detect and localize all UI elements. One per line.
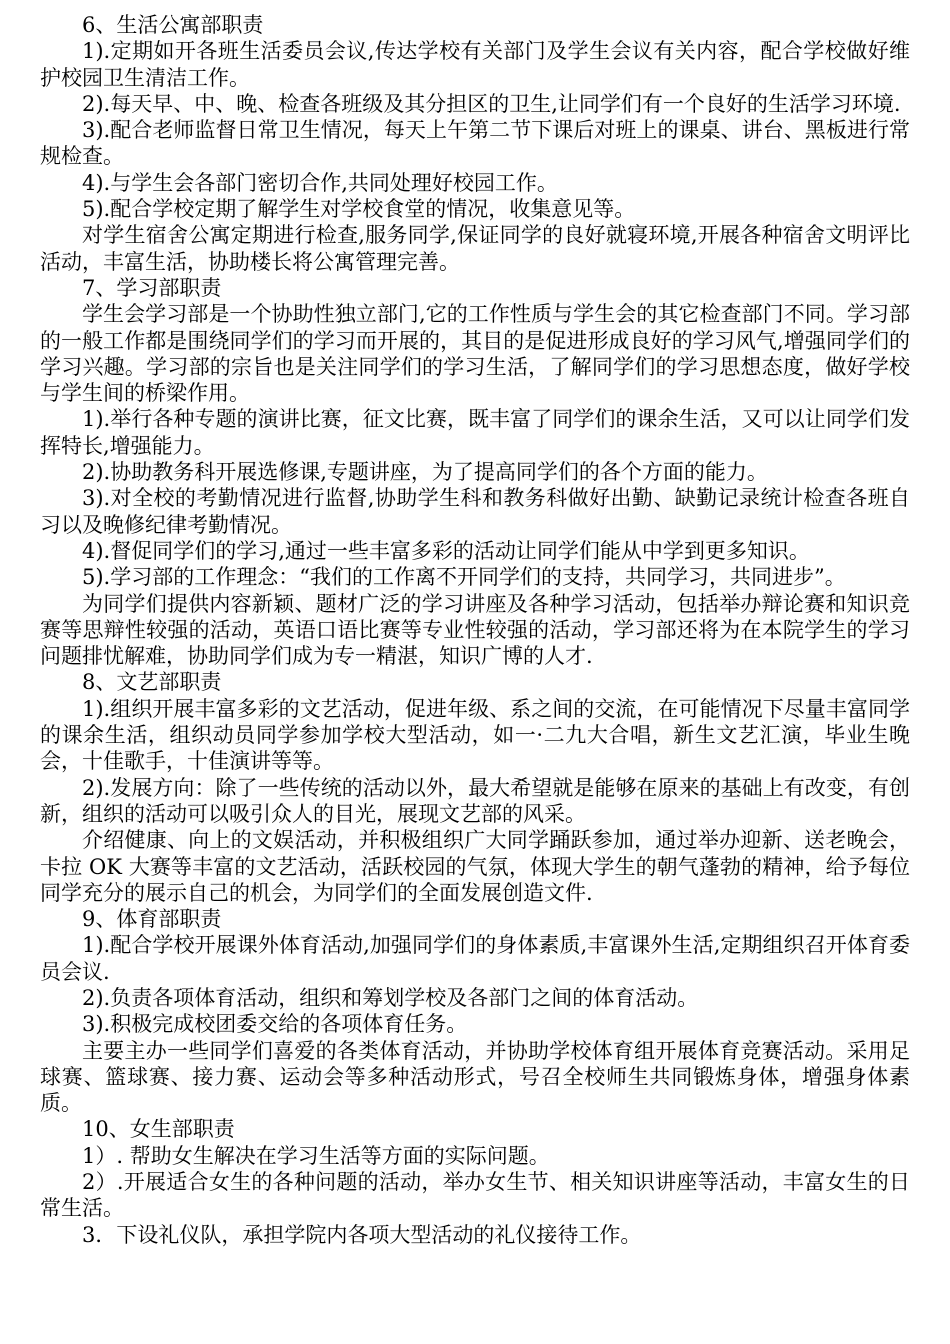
paragraph: 2）.开展适合女生的各种问题的活动，举办女生节、相关知识讲座等活动，丰富女生的日常生活。 — [40, 1170, 910, 1221]
paragraph: 学生会学习部是一个协助性独立部门,它的工作性质与学生会的其它检查部门不同。学习部的一般工作都是围绕同学们的学习而开展的，其目的是促进形成良好的学习风气,增强同学们的学习兴趣。学习部的宗旨也是关注同学们的学习生活，了解同学们的学习思想态度，做好学校与学生间的桥梁作用。 — [40, 302, 910, 406]
paragraph: 1).定期如开各班生活委员会议,传达学校有关部门及学生会议有关内容，配合学校做好维护校园卫生清洁工作。 — [40, 39, 910, 90]
paragraph: 对学生宿舍公寓定期进行检查,服务同学,保证同学的良好就寝环境,开展各种宿舍文明评比活动，丰富生活，协助楼长将公寓管理完善。 — [40, 223, 910, 274]
paragraph: 2).每天早、中、晚、检查各班级及其分担区的卫生,让同学们有一个良好的生活学习环境. — [82, 91, 901, 116]
paragraph: 介绍健康、向上的文娱活动，并积极组织广大同学踊跃参加，通过举办迎新、送老晚会，卡拉 OK 大赛等丰富的文艺活动，活跃校园的气氛，体现大学生的朝气蓬勃的精神，给予每位同学充分的展示自己的机会，为同学们的全面发展创造文件. — [40, 828, 910, 905]
paragraph: 2).发展方向：除了一些传统的活动以外，最大希望就是能够在原来的基础上有改变，有创新，组织的活动可以吸引众人的目光，展现文艺部的风采。 — [40, 775, 910, 826]
paragraph: 3).对全校的考勤情况进行监督,协助学生科和教务科做好出勤、缺勤记录统计检查各班自习以及晚修纪律考勤情况。 — [40, 486, 910, 537]
paragraph: 1).组织开展丰富多彩的文艺活动，促进年级、系之间的交流，在可能情况下尽量丰富同学的课余生活，组织动员同学参加学校大型活动，如一·二九大合唱，新生文艺汇演，毕业生晚会，十佳歌手，十佳演讲等等。 — [40, 696, 910, 774]
section-heading-arts: 8、文艺部职责 — [82, 670, 222, 695]
paragraph: 4).督促同学们的学习,通过一些丰富多彩的活动让同学们能从中学到更多知识。 — [82, 538, 810, 563]
paragraph: 1）. 帮助女生解决在学习生活等方面的实际问题。 — [82, 1143, 550, 1168]
section-heading-study: 7、学习部职责 — [82, 275, 222, 300]
paragraph: 1).举行各种专题的演讲比赛，征文比赛，既丰富了同学们的课余生活，又可以让同学们发挥特长,增强能力。 — [40, 407, 910, 458]
section-heading-female-students: 10、女生部职责 — [82, 1117, 235, 1142]
paragraph: 1).配合学校开展课外体育活动,加强同学们的身体素质,丰富课外生活,定期组织召开体育委员会议. — [40, 933, 910, 984]
section-heading-dormitory: 6、生活公寓部职责 — [82, 13, 264, 37]
paragraph: 2).负责各项体育活动，组织和筹划学校及各部门之间的体育活动。 — [82, 985, 699, 1010]
paragraph: 5).学习部的工作理念：“我们的工作离不开同学们的支持，共同学习，共同进步”。 — [82, 565, 846, 590]
paragraph: 4).与学生会各部门密切合作,共同处理好校园工作。 — [82, 170, 558, 195]
paragraph: 3).配合老师监督日常卫生情况，每天上午第二节下课后对班上的课桌、讲台、黑板进行常规检查。 — [40, 118, 910, 169]
paragraph: 为同学们提供内容新颖、题材广泛的学习讲座及各种学习活动，包括举办辩论赛和知识竞赛等思辩性较强的活动，英语口语比赛等专业性较强的活动，学习部还将为在本院学生的学习问题排忧解难，协助同学们成为专一精湛，知识广博的人才. — [40, 591, 910, 669]
section-heading-sports: 9、体育部职责 — [82, 907, 222, 932]
paragraph: 主要主办一些同学们喜爱的各类体育活动，并协助学校体育组开展体育竞赛活动。采用足球赛、篮球赛、接力赛、运动会等多种活动形式，号召全校师生共同锻炼身体，增强身体素质。 — [40, 1038, 910, 1116]
paragraph: 5).配合学校定期了解学生对学校食堂的情况，收集意见等。 — [82, 197, 636, 222]
paragraph: 2).协助教务科开展选修课,专题讲座，为了提高同学们的各个方面的能力。 — [82, 460, 768, 485]
paragraph: 3).积极完成校团委交给的各项体育任务。 — [82, 1012, 468, 1037]
paragraph: 3．下设礼仪队，承担学院内各项大型活动的礼仪接待工作。 — [82, 1222, 642, 1247]
